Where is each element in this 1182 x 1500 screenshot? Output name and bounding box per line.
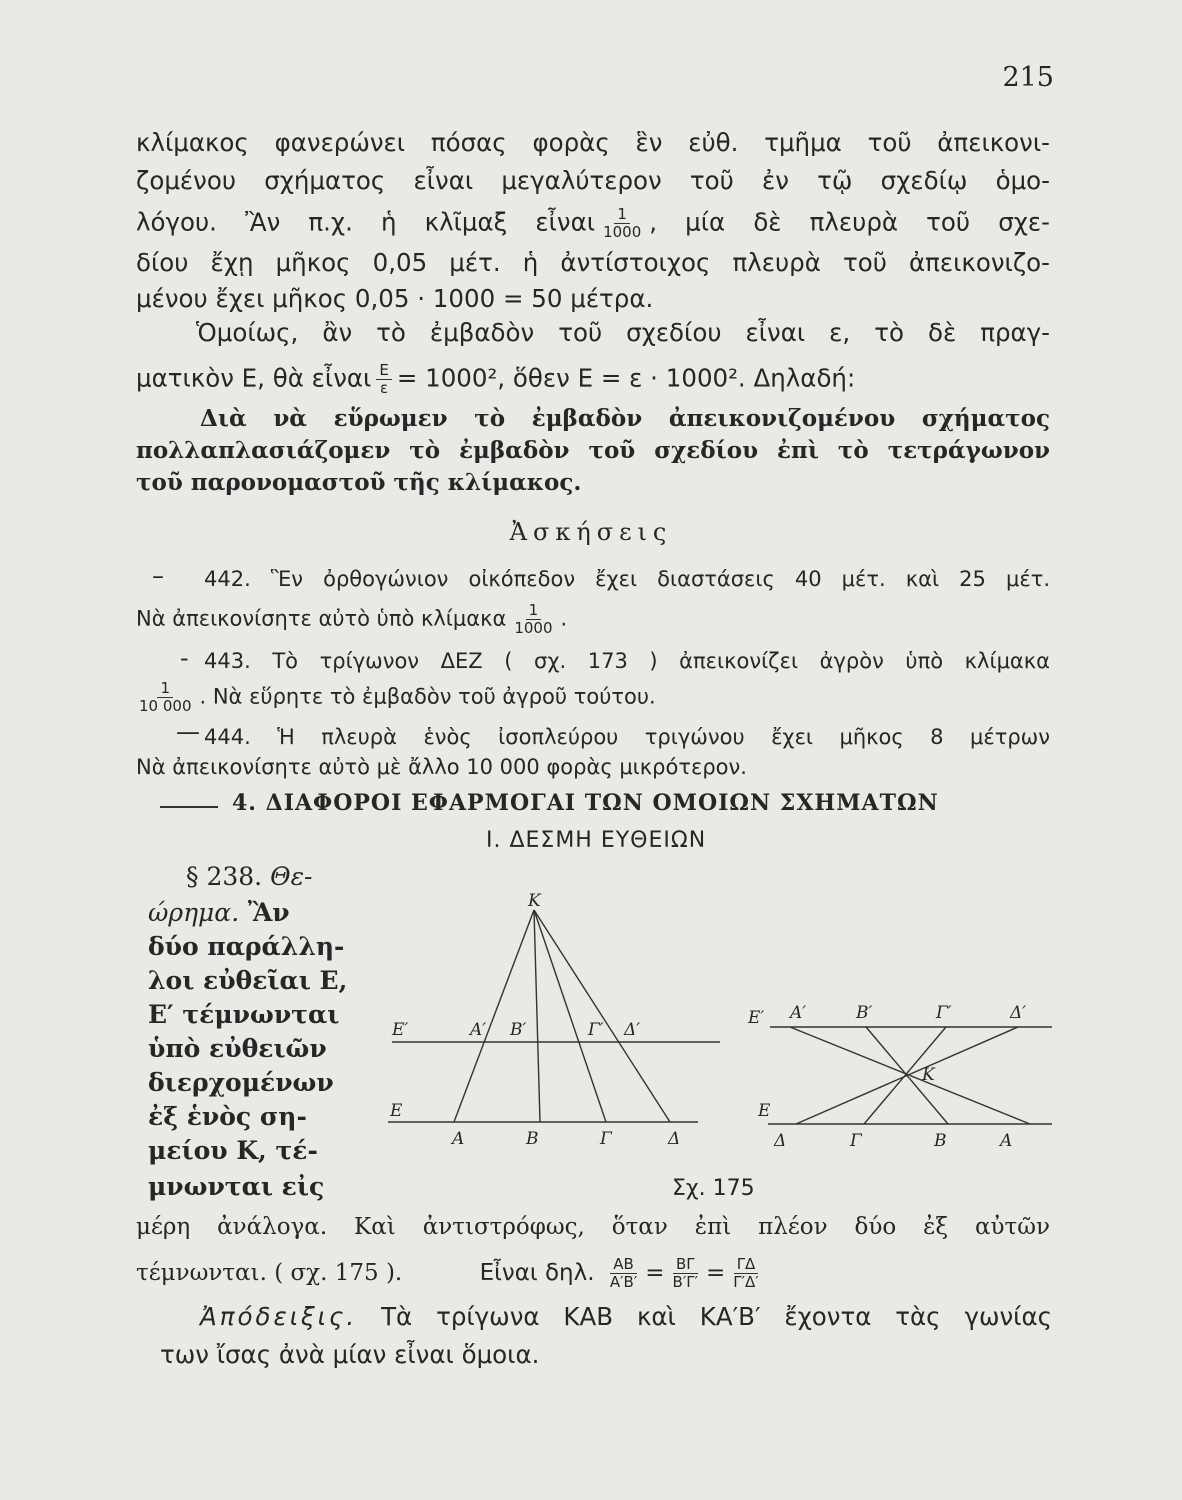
paragraph-line — [136, 206, 1050, 241]
label-B: Β — [526, 1129, 539, 1149]
label-A-prime-right: Α′ — [790, 1003, 807, 1023]
text-span: , μία δὲ πλευρὰ τοῦ σχε- — [649, 207, 1050, 237]
text-span: ώρημα. — [148, 898, 240, 927]
rule-line: πολλαπλασιάζομεν τὸ ἐμβαδὸν τοῦ σχεδίου ἐπὶ τὸ τετράγωνον — [136, 437, 1050, 464]
exercises-title: Ἀσκήσεις — [509, 518, 673, 546]
line-AprimeA — [790, 1027, 1030, 1124]
label-G-prime-right: Γ′ — [936, 1003, 952, 1023]
label-A-right: Α — [1000, 1131, 1013, 1151]
theorem-line — [148, 896, 378, 929]
theorem-line: λοι εὐθεῖαι Ε, — [148, 966, 348, 995]
fraction-numerator: ΓΔ — [734, 1256, 759, 1274]
figure-caption: Σχ. 175 — [672, 1176, 755, 1201]
text-span: Εἶναι δηλ. — [479, 1260, 595, 1286]
fraction-numerator: ΒΓ — [673, 1256, 698, 1274]
section-number: § 238. — [186, 862, 263, 891]
fraction-numerator: 1 — [157, 680, 173, 698]
label-G-prime: Γ′ — [588, 1020, 604, 1040]
theorem-line: μείου Κ, τέ- — [148, 1136, 318, 1165]
theorem-line: ὑπὸ εὐθειῶν — [148, 1034, 327, 1063]
fraction-denominator: Α′Β′ — [609, 1273, 638, 1291]
theorem-line: διερχομένων — [148, 1068, 334, 1097]
fraction-denominator: Β′Γ′ — [672, 1273, 698, 1291]
paragraph-line — [136, 362, 1050, 397]
margin-mark: – — [152, 562, 164, 590]
label-E-right: Ε — [758, 1101, 771, 1121]
theorem-line: δύο παράλλη- — [148, 932, 345, 961]
page-number: 215 — [1002, 62, 1054, 93]
label-E-prime-right: Ε′ — [748, 1008, 765, 1028]
label-D-prime-right: Δ′ — [1010, 1003, 1027, 1023]
fraction-denominator: 1000 — [603, 223, 642, 241]
text-span: . — [560, 606, 568, 631]
exercise-line — [136, 680, 1050, 715]
theorem-line: μέρη ἀνάλογα. Καὶ ἀντιστρόφως, ὅταν ἐπὶ πλέον δύο ἐξ αὐτῶν — [136, 1214, 1050, 1240]
proof-line — [200, 1302, 1052, 1332]
label-G: Γ — [600, 1129, 612, 1149]
fraction-denominator: 1000 — [514, 619, 553, 637]
fraction — [136, 680, 195, 715]
ray-KB — [534, 910, 540, 1122]
fraction-denominator: ε — [380, 379, 389, 397]
exercise-line — [136, 602, 1050, 637]
label-A-prime: Α′ — [470, 1020, 487, 1040]
rule-line: Διὰ νὰ εὕρωμεν τὸ ἐμβαδὸν ἀπεικονιζομένου σχήματος — [200, 405, 1050, 432]
text-span: Ἀπόδειξις. — [200, 1302, 358, 1331]
text-span: λόγου. Ἂν π.χ. ἡ κλῖμαξ εἶναι — [136, 207, 596, 237]
proof-line: των ἴσας ἀνὰ μίαν εἶναι ὅμοια. — [160, 1340, 540, 1369]
figure-175 — [370, 880, 1060, 1180]
fraction-numerator: 1 — [526, 602, 542, 620]
paragraph-line: Ὁμοίως, ἂν τὸ ἐμβαδὸν τοῦ σχεδίου εἶναι ε, τὸ δὲ πραγ- — [196, 318, 1050, 347]
exercise-line: 444. Ἡ πλευρὰ ἑνὸς ἰσοπλεύρου τριγώνου ἔχει μῆκος 8 μέτρων — [204, 725, 1050, 749]
fraction — [511, 602, 555, 637]
section-heading: 4. ΔΙΑΦΟΡΟΙ ΕΦΑΡΜΟΓΑΙ ΤΩΝ ΟΜΟΙΩΝ ΣΧΗΜΑΤΩΝ — [232, 790, 939, 816]
label-D-prime: Δ′ — [624, 1020, 641, 1040]
equals-sign: = — [706, 1260, 726, 1286]
text-span: Νὰ ἀπεικονίσητε αὐτὸ ὑπὸ κλίμακα — [136, 606, 507, 631]
fraction — [607, 1256, 640, 1291]
paragraph-line: ζομένου σχήματος εἶναι μεγαλύτερον τοῦ ἐν τῷ σχεδίῳ ὁμο- — [136, 166, 1050, 195]
label-D-right: Δ — [774, 1131, 787, 1151]
margin-mark: - — [180, 644, 189, 672]
ray-KA — [454, 910, 534, 1122]
label-K-right: Κ — [922, 1065, 935, 1085]
subheading: Ι. ΔΕΣΜΗ ΕΥΘΕΙΩΝ — [486, 828, 707, 853]
text-span: τέμνωνται. ( σχ. 175 ). — [136, 1260, 403, 1286]
fraction — [670, 1256, 701, 1291]
text-span: Θε- — [270, 862, 313, 891]
label-E-prime: Ε′ — [392, 1020, 409, 1040]
paragraph-line: μένου ἔχει μῆκος 0,05 · 1000 = 50 μέτρα. — [136, 284, 654, 313]
label-A: Α — [452, 1129, 465, 1149]
line-DprimeD — [796, 1027, 1018, 1124]
theorem-line: Ε′ τέμνωνται — [148, 1000, 340, 1029]
text-span: Τὰ τρίγωνα ΚΑΒ καὶ ΚΑ′Β′ ἔχοντα τὰς γωνίας — [381, 1302, 1052, 1331]
theorem-line — [136, 1256, 1050, 1291]
ray-KG — [534, 910, 606, 1122]
exercise-line: Νὰ ἀπεικονίσητε αὐτὸ μὲ ἄλλο 10 000 φορὰς μικρότερον. — [136, 755, 747, 779]
label-D: Δ — [668, 1129, 681, 1149]
fraction-denominator: 10 000 — [139, 697, 192, 715]
label-G-right: Γ — [850, 1131, 862, 1151]
label-B-prime-right: Β′ — [856, 1003, 873, 1023]
paragraph-line: δίου ἔχῃ μῆκος 0,05 μέτ. ἡ ἀντίστοιχος πλευρὰ τοῦ ἀπεικονιζο- — [136, 248, 1050, 277]
heading-rule — [160, 806, 218, 808]
fraction — [730, 1256, 761, 1291]
text-span: ματικὸν Ε, θὰ εἶναι — [136, 363, 372, 393]
fraction-denominator: Γ′Δ′ — [733, 1273, 759, 1291]
rule-line: τοῦ παρονομαστοῦ τῆς κλίμακος. — [136, 469, 582, 496]
theorem-line: ἐξ ἑνὸς ση- — [148, 1102, 307, 1131]
text-span: = 1000², ὅθεν Ε = ε · 1000². Δηλαδή: — [396, 363, 856, 393]
label-B-prime: Β′ — [510, 1020, 527, 1040]
theorem-line: μνωνται εἰς — [148, 1172, 325, 1201]
label-E: Ε — [390, 1101, 403, 1121]
equals-sign: = — [645, 1260, 665, 1286]
fraction — [600, 206, 644, 241]
exercise-line: 443. Τὸ τρίγωνον ΔΕΖ ( σχ. 173 ) ἀπεικονίζει ἀγρὸν ὑπὸ κλίμακα — [204, 649, 1050, 673]
exercise-line: 442. Ἓν ὀρθογώνιον οἰκόπεδον ἔχει διαστάσεις 40 μέτ. καὶ 25 μέτ. — [204, 567, 1050, 591]
fraction-numerator: Ε — [376, 362, 391, 380]
fraction — [376, 362, 391, 397]
text-span: . Νὰ εὕρητε τὸ ἐμβαδὸν τοῦ ἀγροῦ τούτου. — [199, 684, 656, 709]
label-K: Κ — [528, 891, 541, 911]
ray-KD — [534, 910, 670, 1122]
fraction-numerator: ΑΒ — [610, 1256, 637, 1274]
text-span: Ἂν — [247, 898, 290, 927]
margin-mark: — — [176, 718, 200, 746]
label-B-right: Β — [934, 1131, 947, 1151]
fraction-numerator: 1 — [614, 206, 630, 224]
paragraph-line: κλίμακος φανερώνει πόσας φορὰς ἓν εὐθ. τμῆμα τοῦ ἀπεικονι- — [136, 128, 1050, 157]
